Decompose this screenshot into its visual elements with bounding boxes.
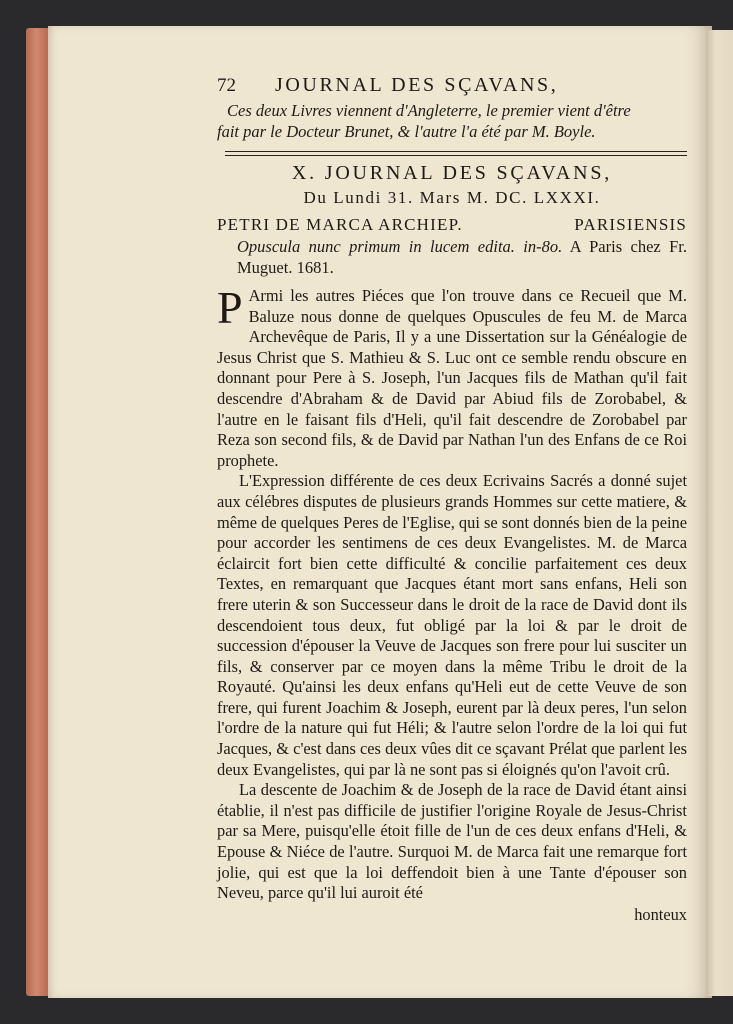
journal-title: JOURNAL DES SÇAVANS, [275,74,559,96]
page-number: 72 [217,75,236,96]
note-line-2: fait par le Docteur Brunet, & l'autre l'a été par M. Boyle. [217,122,596,141]
issue-date: Du Lundi 31. Mars M. DC. LXXXI. [303,188,601,207]
section-rule [225,151,687,156]
page-text [217,74,687,925]
article-body [217,282,687,925]
article-heading-right: PARISIENSIS [574,215,687,234]
note-line-1: Ces deux Livres viennent d'Angleterre, le premier vient d'être [227,101,631,120]
catchword: honteux [634,904,687,924]
article-subtitle [217,236,687,278]
carryover-note [217,100,687,142]
paragraph-2: L'Expression différente de ces deux Ecrivains Sacrés a donné sujet aux célébres disputes de plusieurs grands Hommes sur cette matiere, & même de quelques Peres de l'Eglise, qui se sont donnés bien de la peine pour accorder les sentimens de ces deux Evangelistes. M. de Marca éclaircit fort bien cette difficulté & concilie parfaitement ces deux Textes, en remarquant que Jacques étant mort sans enfans, Heli son frere uterin & son Successeur dans le droit de la race de David dont ils descendoient tous deux, fut obligé par la loi & par le droit de succession d'épouser la Veuve de Jacques son frere pour lui susciter un fils, & conserver par ce moyen dans la même Tribu le droit de la Royauté. Qu'ainsi les deux enfans qu'Heli eut de cette Veuve de son frere, qui furent Joachim & Joseph, eurent par là deux peres, l'un selon l'ordre de la nature qui fut Héli; & l'autre selon l'ordre de la loi qui fut Jacques, & c'est dans ces deux vûes dit ce sçavant Prélat que parlent les deux Evangelistes, qui par là ne sont pas si éloignés qu'on l'avoit crû. [217,471,687,779]
article-heading-left: PETRI DE MARCA ARCHIEP. [217,215,463,234]
running-head [217,74,687,100]
paragraph-3: La descente de Joachim & de Joseph de la race de David étant ainsi établie, il n'est pas difficile de justifier l'origine Royale de Jesus-Christ par sa Mere, puisqu'elle étoit fille de l'un de ces deux enfans d'Heli, & Epouse & Niéce de l'autre. Surquoi M. de Marca fait une remarque fort jolie, qui est que la loi deffendoit bien à une Tante d'épouser son Neveu, parce qu'il lui auroit été [217,780,687,903]
issue-title: X. JOURNAL DES SÇAVANS, [291,162,613,184]
paragraph-1 [217,282,687,471]
paragraph-1-text: Armi les autres Piéces que l'on trouve dans ce Recueil que M. Baluze nous donne de quelques Opuscules de feu M. de Marca Archevêque de Paris, Il y a une Dissertation sur la Généalogie de Jesus Christ que S. Mathieu & S. Luc ont ce semble rendu obscure en donnant pour Pere à S. Joseph, l'un Jacques fils de Mathan qu'il fait descendre d'Abraham & de David par Abiud fils de Zorobabel, & l'autre en le faisant fils d'Heli, qu'il fait descendre de Zorobabel par Reza son second fils, & de David par Nathan l'un des Enfans de ce Roi prophete. [217,286,687,470]
article-heading [217,214,687,236]
article-subtitle-italic: Opuscula nunc primum in lucem edita. in-8o. [237,237,563,256]
article-publisher: A Paris chez Fr. Muguet. 1681. [237,237,687,277]
drop-cap: P [217,282,243,333]
facing-page-edge [706,30,733,996]
